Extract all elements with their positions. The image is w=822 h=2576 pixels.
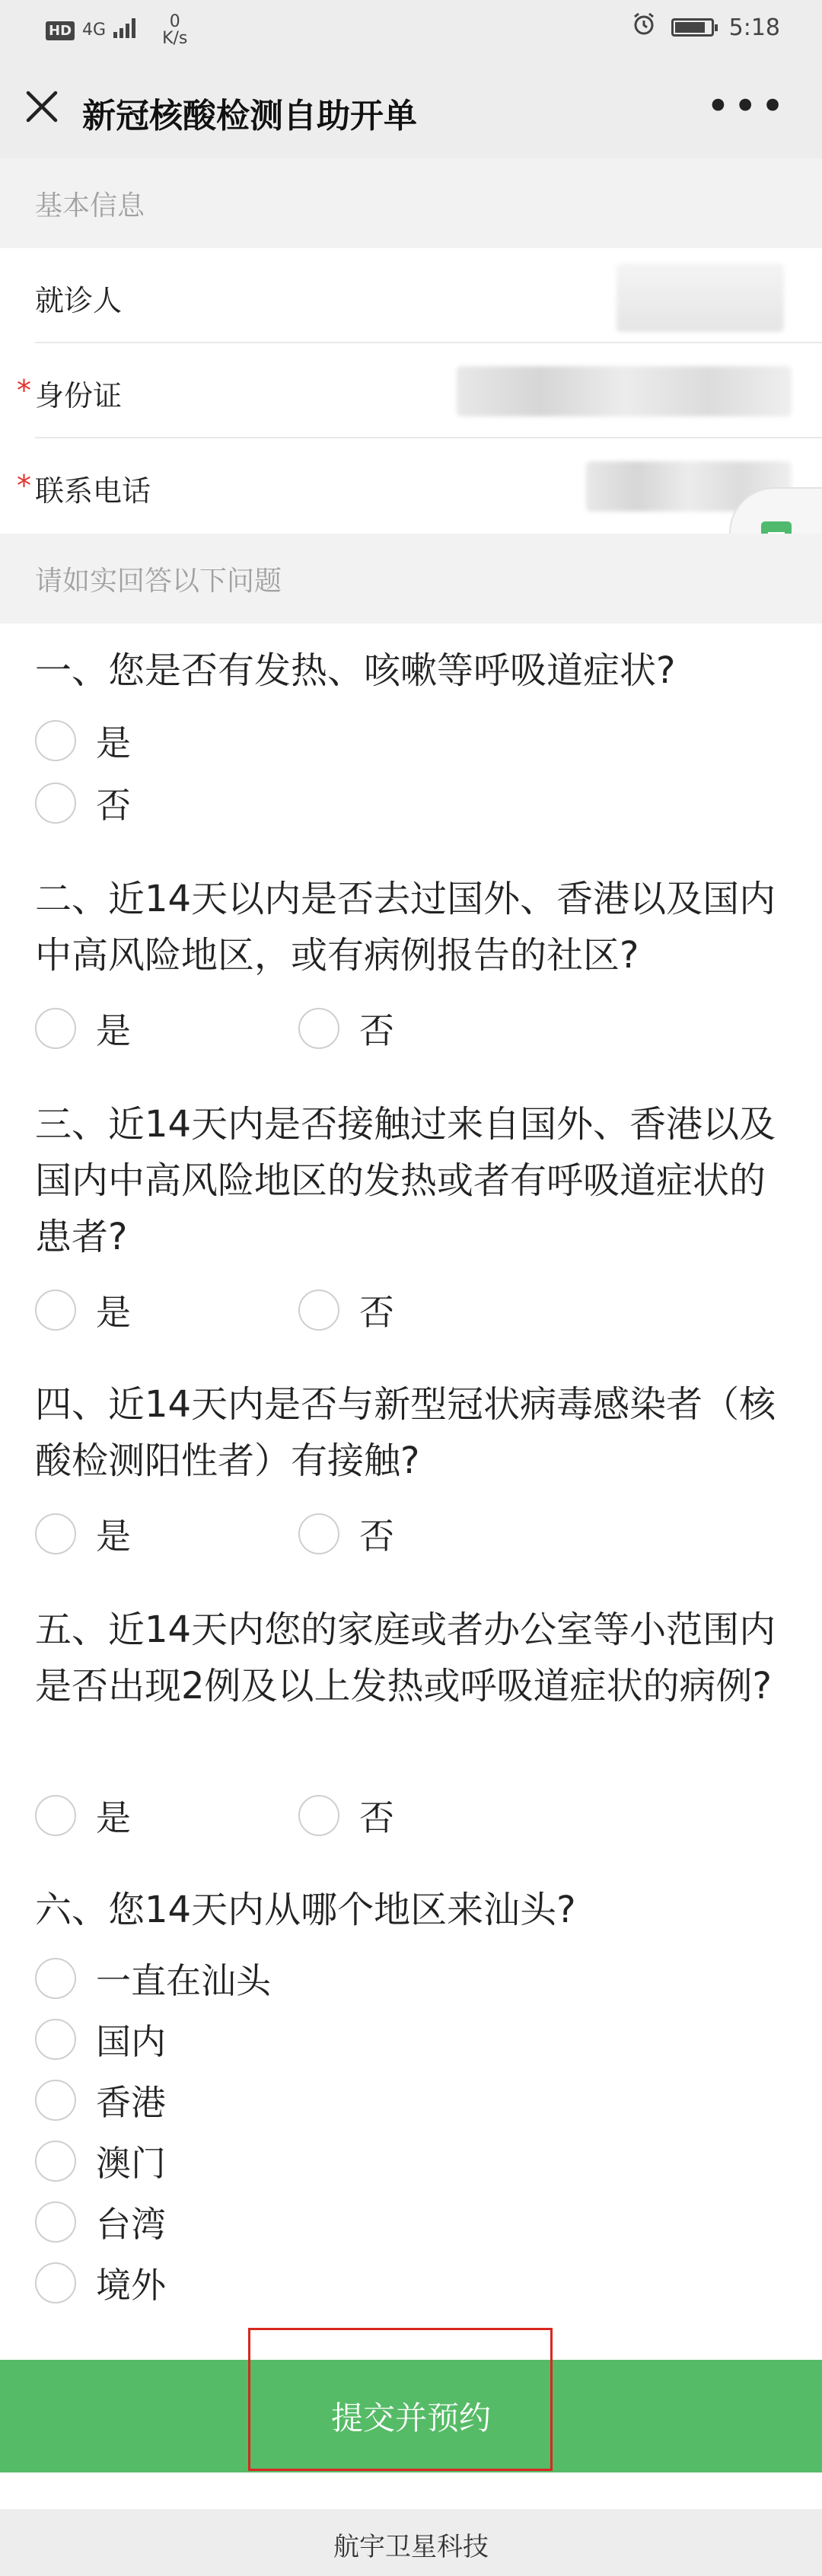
q6-option-macau[interactable] <box>35 2136 166 2186</box>
option-label: 澳门 <box>96 2143 166 2184</box>
footer <box>0 2509 822 2576</box>
nav-bar <box>0 59 822 158</box>
radio-button[interactable] <box>35 1290 76 1331</box>
option-label: 是 <box>96 1797 131 1838</box>
q6-option-overseas[interactable] <box>35 2258 166 2308</box>
radio-button[interactable] <box>35 1958 76 1999</box>
questions-header <box>0 534 822 623</box>
question-6-text: 六、您14天内从哪个地区来汕头? <box>35 1889 576 1931</box>
questions-title: 请如实回答以下问题 <box>35 566 282 597</box>
question-3-text: 三、近14天内是否接触过来自国外、香港以及国内中高风险地区的发热或者有呼吸道症状的患者? <box>35 1103 776 1258</box>
radio-button[interactable] <box>35 2080 76 2121</box>
q1-option-no[interactable] <box>35 778 131 828</box>
id-card-value-redacted <box>457 366 792 416</box>
q6-option-hongkong[interactable] <box>35 2075 166 2125</box>
footer-text: 航宇卫星科技 <box>333 2532 489 2562</box>
phone-label: 联系电话 <box>35 474 151 508</box>
option-label: 国内 <box>96 2021 166 2062</box>
page-title: 新冠核酸检测自助开单 <box>82 97 417 135</box>
radio-button[interactable] <box>35 783 76 824</box>
status-bar <box>0 0 822 59</box>
battery-icon <box>671 18 714 37</box>
basic-info-title: 基本信息 <box>35 190 145 222</box>
radio-button[interactable] <box>35 2262 76 2303</box>
option-label: 否 <box>359 1516 394 1557</box>
option-label: 是 <box>96 1292 131 1333</box>
q1-option-yes[interactable] <box>35 716 131 766</box>
radio-button[interactable] <box>35 2201 76 2243</box>
battery-level <box>675 22 705 33</box>
q6-option-taiwan[interactable] <box>35 2197 166 2247</box>
radio-button[interactable] <box>35 2019 76 2060</box>
q5-option-yes[interactable] <box>35 1790 131 1841</box>
patient-row[interactable] <box>0 248 822 343</box>
more-menu-icon[interactable]: ••• <box>706 82 788 130</box>
option-label: 香港 <box>96 2082 166 2123</box>
option-label: 否 <box>359 1797 394 1838</box>
option-label: 否 <box>359 1292 394 1333</box>
option-label: 一直在汕头 <box>96 1960 271 2001</box>
q3-option-no[interactable] <box>298 1285 394 1335</box>
radio-button[interactable] <box>298 1290 339 1331</box>
option-label: 是 <box>96 1516 131 1557</box>
radio-button[interactable] <box>35 1795 76 1836</box>
speed-value: 0 <box>169 12 180 31</box>
q6-option-shantou[interactable] <box>35 1953 271 2004</box>
question-5-text: 五、近14天内您的家庭或者办公室等小范围内是否出现2例及以上发热或呼吸道症状的病例? <box>35 1608 776 1707</box>
option-label: 否 <box>96 785 131 826</box>
radio-button[interactable] <box>35 720 76 761</box>
q2-option-yes[interactable] <box>35 1003 131 1054</box>
submit-button[interactable]: 提交并预约 <box>0 2360 822 2472</box>
question-4-text: 四、近14天内是否与新型冠状病毒感染者（核酸检测阳性者）有接触? <box>35 1383 776 1482</box>
clock: 5:18 <box>728 14 780 41</box>
option-label: 否 <box>359 1010 394 1051</box>
status-left <box>46 14 187 47</box>
q4-option-no[interactable] <box>298 1509 394 1559</box>
q3-option-yes[interactable] <box>35 1285 131 1335</box>
patient-label: 就诊人 <box>35 284 123 317</box>
radio-button[interactable] <box>35 1008 76 1049</box>
question-1-text: 一、您是否有发热、咳嗽等呼吸道症状? <box>35 649 676 692</box>
network-speed <box>162 14 187 47</box>
patient-value-redacted <box>616 263 784 332</box>
q6-option-domestic[interactable] <box>35 2014 166 2064</box>
phone-row[interactable] <box>0 438 822 534</box>
close-icon[interactable] <box>23 90 61 128</box>
option-label: 是 <box>96 1010 131 1051</box>
radio-button[interactable] <box>298 1008 339 1049</box>
q4-option-yes[interactable] <box>35 1509 131 1559</box>
option-label: 是 <box>96 722 131 764</box>
id-card-row[interactable] <box>0 343 822 438</box>
required-mark: * <box>17 374 31 407</box>
radio-button[interactable] <box>35 2141 76 2182</box>
radio-button[interactable] <box>298 1795 339 1836</box>
signal-icon <box>113 18 139 43</box>
status-right <box>632 12 780 43</box>
option-label: 境外 <box>96 2265 166 2306</box>
required-mark: * <box>17 469 31 502</box>
q5-option-no[interactable] <box>298 1790 394 1841</box>
id-card-label: 身份证 <box>35 379 123 413</box>
radio-button[interactable] <box>298 1513 339 1554</box>
alarm-icon <box>632 12 656 43</box>
q2-option-no[interactable] <box>298 1003 394 1054</box>
radio-button[interactable] <box>35 1513 76 1554</box>
speed-unit: K/s <box>162 29 188 48</box>
question-2-text: 二、近14天以内是否去过国外、香港以及国内中高风险地区，或有病例报告的社区? <box>35 878 776 977</box>
basic-info-header <box>0 158 822 248</box>
hd-indicator: HD <box>46 21 75 40</box>
option-label: 台湾 <box>96 2204 166 2245</box>
network-indicator: 4G <box>82 21 107 40</box>
